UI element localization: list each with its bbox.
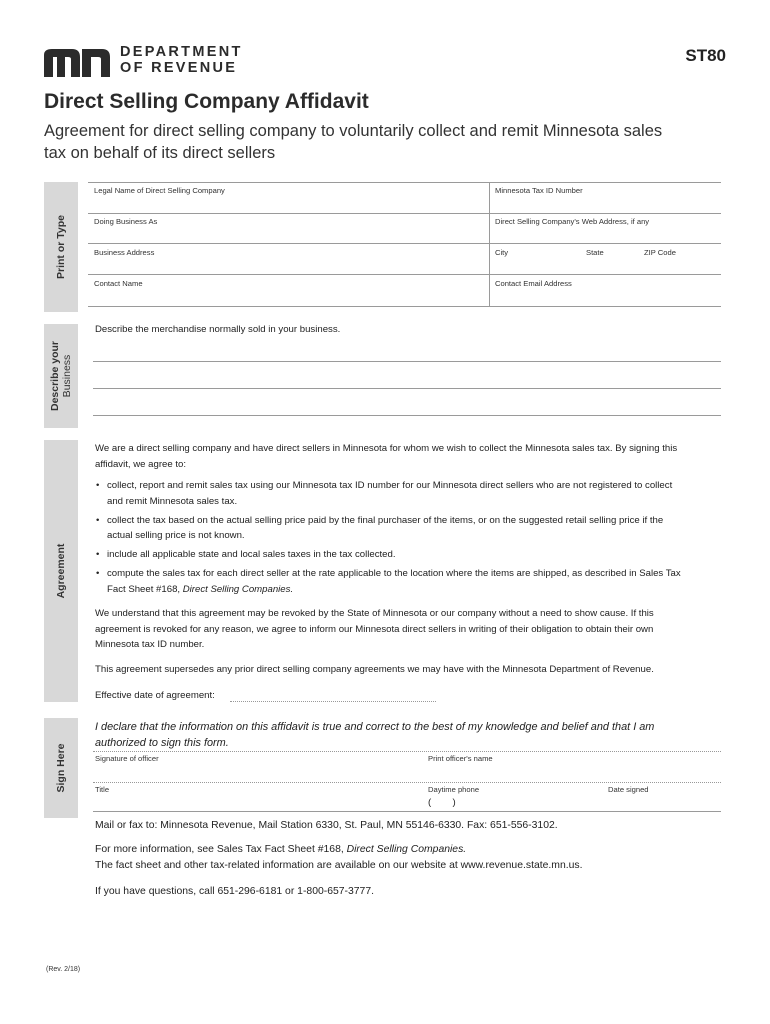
agreement-intro: We are a direct selling company and have direct sellers in Minnesota for whom we wish to collect the Minnesota sales tax. By signing this affidavit, we agree to:	[95, 443, 678, 470]
describe-line-1[interactable]	[93, 361, 721, 362]
declaration: I declare that the information on this affidavit is true and correct to the best of my knowledge and belief and that I am authorized to sign this form.	[95, 721, 655, 749]
divider	[88, 213, 721, 214]
city-field[interactable]: City	[495, 248, 509, 257]
divider	[88, 243, 721, 244]
tab-sign-here	[44, 718, 78, 818]
divider	[93, 782, 721, 783]
page-subtitle: Agreement for direct selling company to voluntarily collect and remit Minnesota sales tax on behalf of its direct sellers	[44, 122, 663, 162]
revision-date: (Rev. 2/18)	[46, 966, 81, 973]
signature-field[interactable]: Signature of officer	[95, 754, 159, 763]
contact-name-field[interactable]: Contact Name	[94, 279, 143, 288]
tab-print-or-type	[44, 182, 78, 312]
department-name: DEPARTMENT OF REVENUE	[120, 44, 243, 76]
print-name-field[interactable]: Print officer's name	[428, 754, 493, 763]
divider	[88, 274, 721, 275]
tab-label: Agreement	[55, 543, 67, 599]
divider	[93, 751, 721, 752]
contact-email-field[interactable]: Contact Email Address	[495, 279, 572, 288]
tab-label: Sign Here	[55, 743, 67, 793]
divider	[489, 182, 490, 306]
agreement-bullet: • collect the tax based on the actual selling price paid by the final purchaser of the items, or on the suggested retail selling price if the actual selling price is not known.	[95, 513, 690, 544]
legal-name-field[interactable]: Legal Name of Direct Selling Company	[94, 186, 225, 195]
zip-field[interactable]: ZIP Code	[644, 248, 676, 257]
tab-label: Describe your Business	[49, 340, 73, 412]
agreement-bullet: • compute the sales tax for each direct seller at the rate applicable to the location where the items are shipped, as described in Sales Tax Fact Sheet #168, Direct Selling Companies.	[95, 566, 690, 597]
agreement-text	[95, 441, 690, 683]
questions: If you have questions, call 651-296-6181 or 1-800-657-3777.	[95, 886, 375, 897]
website-info: The fact sheet and other tax-related information are available on our website at www.revenue.state.mn.us.	[95, 860, 583, 871]
agreement-bullet: • collect, report and remit sales tax using our Minnesota tax ID number for our Minnesota direct sellers who are not registered to collect and remit Minnesota sales tax.	[95, 478, 690, 509]
divider	[93, 811, 721, 812]
date-signed-field[interactable]: Date signed	[608, 785, 649, 794]
more-info: For more information, see Sales Tax Fact Sheet #168, Direct Selling Companies.	[95, 844, 467, 855]
agreement-supersede: This agreement supersedes any prior direct selling company agreements we may have with the Minnesota Department of Revenue.	[95, 663, 654, 675]
mn-revenue-logo	[44, 44, 244, 78]
divider	[88, 182, 721, 183]
form-number: ST80	[685, 46, 726, 65]
agreement-bullet: • include all applicable state and local sales taxes in the tax collected.	[95, 547, 690, 563]
describe-prompt: Describe the merchandise normally sold in your business.	[95, 324, 341, 335]
tab-describe-business	[44, 324, 78, 428]
dba-field[interactable]: Doing Business As	[94, 217, 158, 226]
effective-date-field[interactable]	[230, 701, 436, 702]
agreement-revoke: We understand that this agreement may be revoked by the State of Minnesota or our company without a need to show cause. If this agreement is revoked for any reason, we agree to inform our Minnesota direct sellers in writing of their obligation to obtain their own Minnesota tax ID number.	[95, 608, 654, 650]
page-title: Direct Selling Company Affidavit	[44, 90, 369, 113]
mn-logo-icon	[44, 47, 110, 77]
daytime-phone-field[interactable]: Daytime phone	[428, 785, 480, 794]
phone-parens: ( )	[428, 797, 456, 808]
mail-to: Mail or fax to: Minnesota Revenue, Mail Station 6330, St. Paul, MN 55146-6330. Fax: 651-556-3102.	[95, 820, 558, 831]
business-address-field[interactable]: Business Address	[94, 248, 155, 257]
tax-id-field[interactable]: Minnesota Tax ID Number	[495, 186, 583, 195]
state-field[interactable]: State	[586, 248, 604, 257]
divider	[88, 306, 721, 307]
describe-line-3[interactable]	[93, 415, 721, 416]
tab-label: Print or Type	[55, 215, 67, 279]
web-address-field[interactable]: Direct Selling Company's Web Address, if any	[495, 217, 650, 226]
describe-line-2[interactable]	[93, 388, 721, 389]
tab-agreement	[44, 440, 78, 702]
title-field[interactable]: Title	[95, 785, 110, 794]
effective-date-label: Effective date of agreement:	[95, 690, 215, 701]
